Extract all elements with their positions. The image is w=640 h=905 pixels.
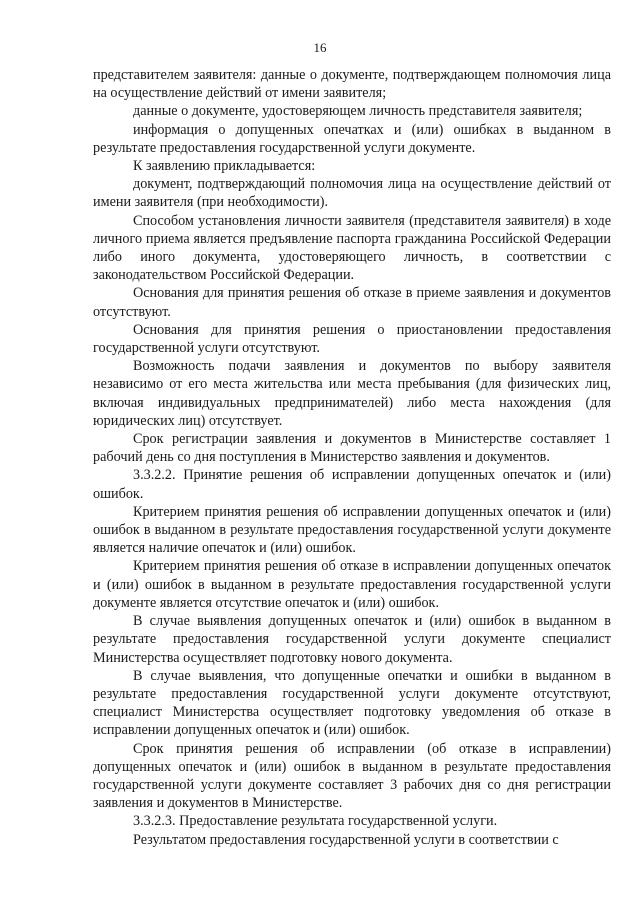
paragraph-result: Результатом предоставления государственной услуги в соответствии с [133, 831, 559, 848]
paragraph-no-suspension-grounds: Основания для принятия решения о приостановлении предоставления государственной услуги отсутствуют. [93, 321, 611, 357]
paragraph-typo-info: информация о допущенных опечатках и (или) ошибках в выданном в результате предоставления государственной услуги документе. [93, 121, 611, 156]
paragraph-no-refusal-grounds: Основания для принятия решения об отказе в приеме заявления и документов отсутствуют. [93, 285, 611, 320]
paragraph-decision-term: Срок принятия решения об исправлении (об отказе в исправлении) допущенных опечаток и (или) ошибок в выданном в результате предоставления государственной услуги документе составляет 3 рабочих дня со дня регистрации заявления и документов в Министерстве. [93, 740, 611, 812]
paragraph-attachment-heading: К заявлению прикладывается: [133, 158, 316, 175]
section-heading-3-3-2-2: 3.3.2.2. Принятие решения об исправлении допущенных опечаток и (или) ошибок. [93, 467, 611, 502]
paragraph-new-document: В случае выявления допущенных опечаток и (или) ошибок в выданном в результате предоставления государственной услуги документе специалист Министерства осуществляет подготовку нового документа. [93, 613, 611, 666]
section-heading-3-3-2-3: 3.3.2.3. Предоставление результата государственной услуги. [133, 813, 498, 830]
paragraph-authority-document: документ, подтверждающий полномочия лица на осуществление действий от имени заявителя (при необходимости). [93, 176, 611, 211]
paragraph-registration-term: Срок регистрации заявления и документов в Министерстве составляет 1 рабочий день со дня поступления в Министерство заявления и документов. [93, 431, 611, 466]
page-number: 16 [313, 40, 327, 55]
paragraph-identity-document: данные о документе, удостоверяющем личность представителя заявителя; [133, 103, 583, 120]
paragraph-identity-method: Способом установления личности заявителя (представителя заявителя) в ходе личного приема является предъявление паспорта гражданина Российской Федерации либо иного документа, удостоверяющего личность, в соответствии с законодательством Российской Федерации. [93, 212, 611, 284]
paragraph-extraterritorial: Возможность подачи заявления и документов по выбору заявителя независимо от его места жительства или места пребывания (для физических лиц, включая индивидуальных предпринимателей) либо места нахождения (для юридических лиц) отсутствует. [93, 358, 611, 429]
paragraph-correction-criterion: Критерием принятия решения об исправлении допущенных опечаток и (или) ошибок в выданном в результате предоставления государственной услуги документе является наличие опечаток и (или) ошибок. [93, 503, 611, 557]
paragraph-refusal-criterion: Критерием принятия решения об отказе в исправлении допущенных опечаток и (или) ошибок в выданном в результате предоставления государственной услуги документе является отсутствие опечаток и (или) ошибок. [93, 558, 611, 611]
document-body [93, 66, 611, 849]
paragraph-representative-data: представителем заявителя: данные о документе, подтверждающем полномочия лица на осуществление действий от имени заявителя; [93, 67, 611, 102]
paragraph-refusal-notice: В случае выявления, что допущенные опечатки и ошибки в выданном в результате предоставления государственной услуги документе отсутствуют, специалист Министерства осуществляет подготовку уведомления об отказе в исправлении допущенных опечаток и (или) ошибок. [93, 667, 611, 739]
